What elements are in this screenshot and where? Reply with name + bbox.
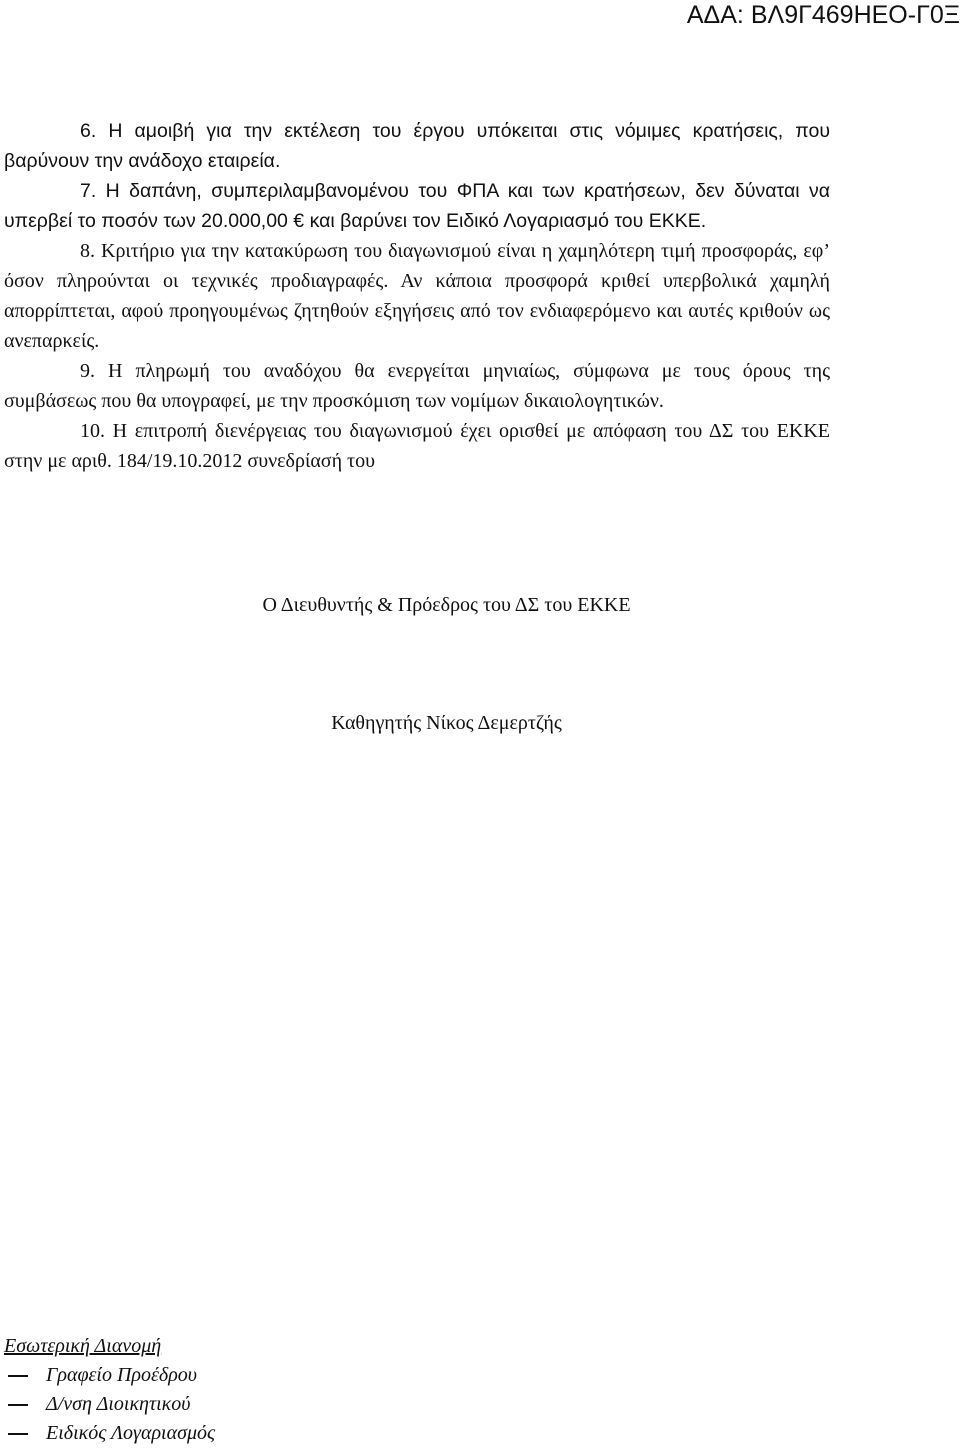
paragraph-7: 7. Η δαπάνη, συμπεριλαμβανομένου του ΦΠΑ και των κρατήσεων, δεν δύναται να υπερβεί το ποσόν των 20.000,00 € και βαρύνει τον Ειδικό Λογαριασμό του ΕΚΚΕ. xyxy=(4,180,830,232)
dash-bullet-icon xyxy=(8,1433,28,1435)
paragraph-10: 10. Η επιτροπή διενέργειας του διαγωνισμού έχει ορισθεί με απόφαση του ΔΣ του ΕΚΚΕ στην με αριθ. 184/19.10.2012 συνεδρίασή του xyxy=(4,420,830,472)
paragraph-8: 8. Κριτήριο για την κατακύρωση του διαγωνισμού είναι η χαμηλότερη τιμή προσφοράς, εφ’ όσον πληρούνται οι τεχνικές προδιαγραφές. Αν κάποια προσφορά κριθεί υπερβολικά χαμηλή απορρίπτεται, αφού προηγουμένως ζητηθούν εξηγήσεις από τον ενδιαφερόμενο και αυτές κριθούν ως ανεπαρκείς. xyxy=(4,240,830,352)
paragraph-9: 9. Η πληρωμή του αναδόχου θα ενεργείται μηνιαίως, σύμφωνα με τους όρους της συμβάσεως που θα υπογραφεί, με την προσκόμιση των νομίμων δικαιολογητικών. xyxy=(4,360,830,412)
document-body xyxy=(4,116,830,476)
dash-bullet-icon xyxy=(8,1404,28,1406)
signature-name: Καθηγητής Νίκος Δεμερτζής xyxy=(331,712,562,734)
distribution-title: Εσωτερική Διανομή xyxy=(4,1335,162,1357)
dash-bullet-icon xyxy=(8,1375,28,1377)
distribution-item-label: Δ/νση Διοικητικού xyxy=(46,1393,191,1415)
paragraph-6: 6. Η αμοιβή για την εκτέλεση του έργου υπόκειται στις νόμιμες κρατήσεις, που βαρύνουν την ανάδοχο εταιρεία. xyxy=(4,120,830,172)
distribution-list xyxy=(4,1361,215,1448)
internal-distribution xyxy=(4,1332,215,1448)
distribution-item-label: Γραφείο Προέδρου xyxy=(46,1364,197,1386)
distribution-item xyxy=(4,1390,215,1419)
distribution-item xyxy=(4,1361,215,1390)
distribution-item-label: Ειδικός Λογαριασμός xyxy=(46,1422,216,1444)
signature-title: Ο Διευθυντής & Πρόεδρος του ΔΣ του ΕΚΚΕ xyxy=(262,594,631,616)
ada-code: ΑΔΑ: ΒΛ9Γ469ΗΕΟ-Γ0Ξ xyxy=(686,1,960,29)
distribution-item xyxy=(4,1419,215,1448)
